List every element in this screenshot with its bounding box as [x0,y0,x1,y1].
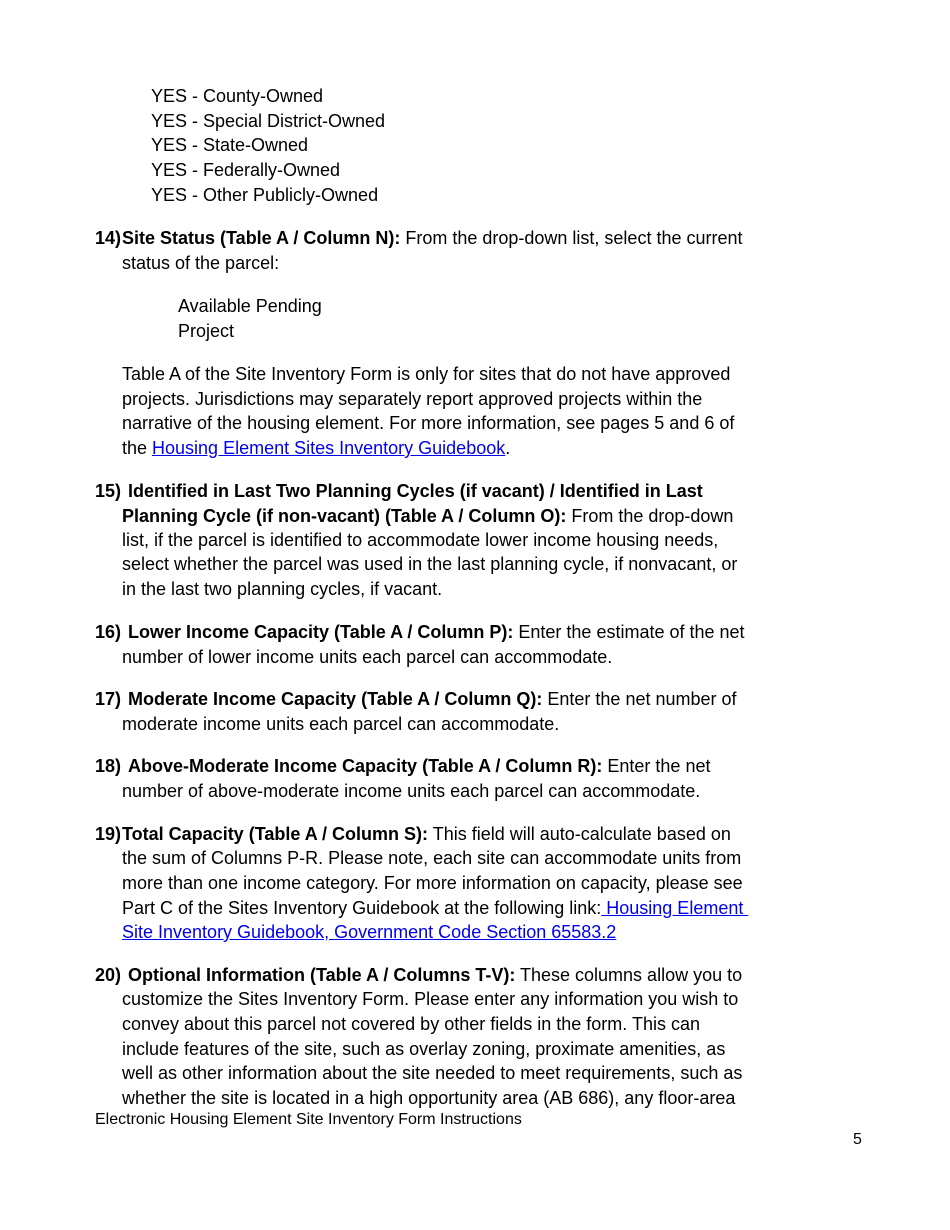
item-text: Part C of the Sites Inventory Guidebook at the following link: [122,898,602,918]
ownership-option: YES - Special District-Owned [151,111,386,131]
item-text: This field will auto-calculate based on [428,824,731,844]
item-text: From the drop-down list, select the current [400,228,743,248]
item-line: customize the Sites Inventory Form. Please enter any information you wish to [122,989,739,1009]
item-line: status of the parcel: [122,253,280,273]
guidebook-link[interactable]: Housing Element Sites Inventory Guidebook [152,438,506,458]
item-line [122,226,742,251]
item-heading: Moderate Income Capacity (Table A / Column Q): [128,689,543,709]
item-line [128,963,742,988]
item-number: 14) [95,228,122,248]
item-line: moderate income units each parcel can accommodate. [122,714,560,734]
item-line [122,896,748,921]
item-heading: Above-Moderate Income Capacity (Table A / Column R): [128,756,603,776]
footer-title: Electronic Housing Element Site Inventory Form Instructions [95,1111,522,1128]
item-text: These columns allow you to [515,965,743,985]
item-line: list, if the parcel is identified to accommodate lower income housing needs, [122,530,719,550]
item-text: From the drop-down [566,506,734,526]
item-line: in the last two planning cycles, if vacant. [122,579,443,599]
item-line: the sum of Columns P-R. Please note, each site can accommodate units from [122,848,742,868]
item-heading: Identified in Last Two Planning Cycles (if vacant) / Identified in Last [128,481,703,501]
item-line [122,920,616,945]
item-heading: Optional Information (Table A / Columns T-V): [128,965,516,985]
item-line [128,754,710,779]
item-number: 15) [95,481,122,501]
item-text: Enter the estimate of the net [513,622,745,642]
note-prefix: the [122,438,153,458]
guidebook-link-part1[interactable]: Housing Element [601,898,749,918]
item-line: number of lower income units each parcel can accommodate. [122,647,613,667]
item-line: whether the site is located in a high opportunity area (AB 686), any floor-area [122,1088,736,1108]
item-number: 18) [95,756,122,776]
note-line: narrative of the housing element. For more information, see pages 5 and 6 of [122,413,735,433]
ownership-option: YES - Other Publicly-Owned [151,185,379,205]
item-heading: Planning Cycle (if non-vacant) (Table A / Column O): [122,506,567,526]
item-text: Enter the net [602,756,711,776]
note-line [122,436,510,461]
note-line: projects. Jurisdictions may separately report approved projects within the [122,389,703,409]
item-line: include features of the site, such as overlay zoning, proximate amenities, as [122,1039,726,1059]
item-line [128,687,737,712]
item-number: 16) [95,622,122,642]
status-option: Project [178,321,235,341]
item-number: 19) [95,824,122,844]
item-heading: Lower Income Capacity (Table A / Column P): [128,622,514,642]
item-line [122,504,733,529]
item-line: convey about this parcel not covered by other fields in the form. This can [122,1014,700,1034]
note-suffix: . [505,438,511,458]
status-option: Available Pending [178,296,322,316]
ownership-option: YES - County-Owned [151,86,324,106]
item-line [122,822,731,847]
item-number: 17) [95,689,122,709]
ownership-option: YES - State-Owned [151,135,309,155]
item-line: more than one income category. For more information on capacity, please see [122,873,743,893]
item-heading: Total Capacity (Table A / Column S): [122,824,429,844]
ownership-option: YES - Federally-Owned [151,160,341,180]
note-line: Table A of the Site Inventory Form is only for sites that do not have approved [122,364,731,384]
item-line: well as other information about the site needed to meet requirements, such as [122,1063,743,1083]
guidebook-link-part2[interactable]: Site Inventory Guidebook, Government Code Section 65583.2 [122,922,617,942]
item-line: select whether the parcel was used in the last planning cycle, if nonvacant, or [122,554,738,574]
item-line: number of above-moderate income units each parcel can accommodate. [122,781,701,801]
page-number: 5 [853,1131,862,1148]
item-heading: Site Status (Table A / Column N): [122,228,401,248]
item-line [128,620,745,645]
item-number: 20) [95,965,122,985]
item-text: Enter the net number of [542,689,737,709]
